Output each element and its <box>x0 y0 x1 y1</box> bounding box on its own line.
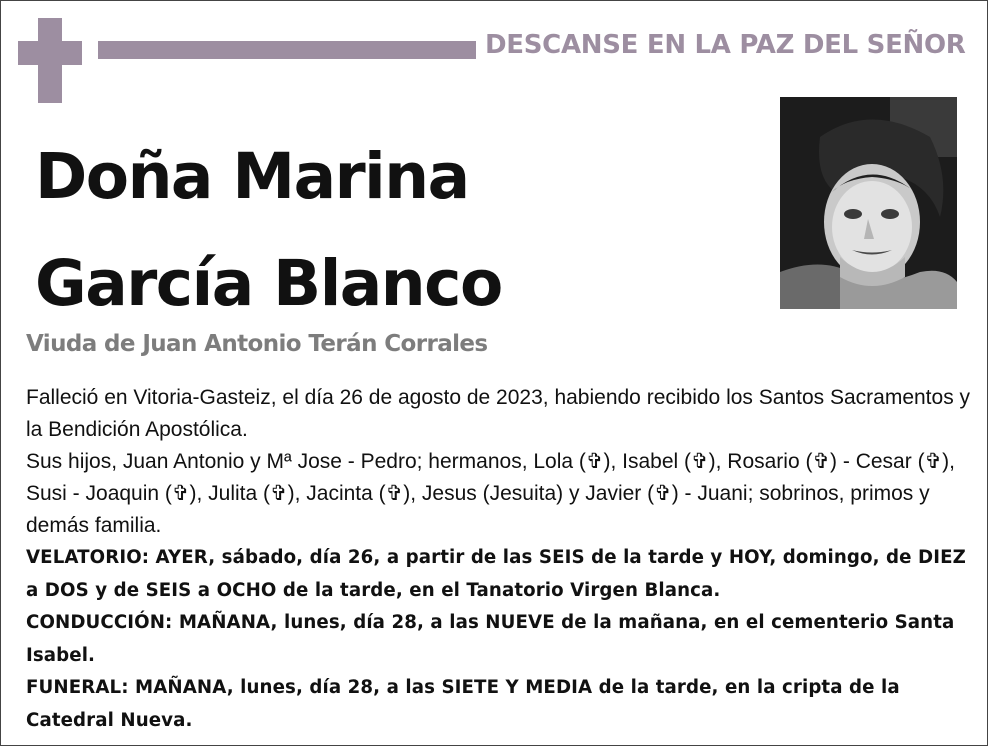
deceased-portrait-photo <box>780 97 957 309</box>
deceased-name <box>35 123 502 337</box>
deceased-name-line-2: García Blanco <box>35 247 502 320</box>
conduccion-notice: CONDUCCIÓN: MAÑANA, lunes, día 28, a las NUEVE de la mañana, en el cementerio Santa Isabel. <box>26 612 955 666</box>
funeral-notice: FUNERAL: MAÑANA, lunes, día 28, a las SIETE Y MEDIA de la tarde, en la cripta de la Catedral Nueva. <box>26 677 900 731</box>
velatorio-notice: VELATORIO: AYER, sábado, día 26, a partir de las SEIS de la tarde y HOY, domingo, de DIEZ a DOS y de SEIS a OCHO de la tarde, en el Tanatorio Virgen Blanca. <box>26 547 966 601</box>
widow-of-subtitle: Viuda de Juan Antonio Terán Corrales <box>26 331 488 357</box>
header-title: DESCANSE EN LA PAZ DEL SEÑOR <box>485 30 966 60</box>
latin-cross-icon <box>18 18 82 103</box>
obituary-body <box>26 382 971 737</box>
header-divider-bar <box>98 41 476 59</box>
deceased-name-line-1: Doña Marina <box>35 140 469 213</box>
family-list: Sus hijos, Juan Antonio y Mª Jose - Pedro; hermanos, Lola (✞), Isabel (✞), Rosario (✞) - Cesar (✞), Susi - Joaquin (✞), Julita (✞), Jacinta (✞), Jesus (Jesuita) y Javier (✞) - Juani; sobrinos, primos y demás familia. <box>26 450 955 537</box>
death-announcement: Falleció en Vitoria-Gasteiz, el día 26 de agosto de 2023, habiendo recibido los Santos Sacramentos y la Bendición Apostólica. <box>26 386 971 441</box>
